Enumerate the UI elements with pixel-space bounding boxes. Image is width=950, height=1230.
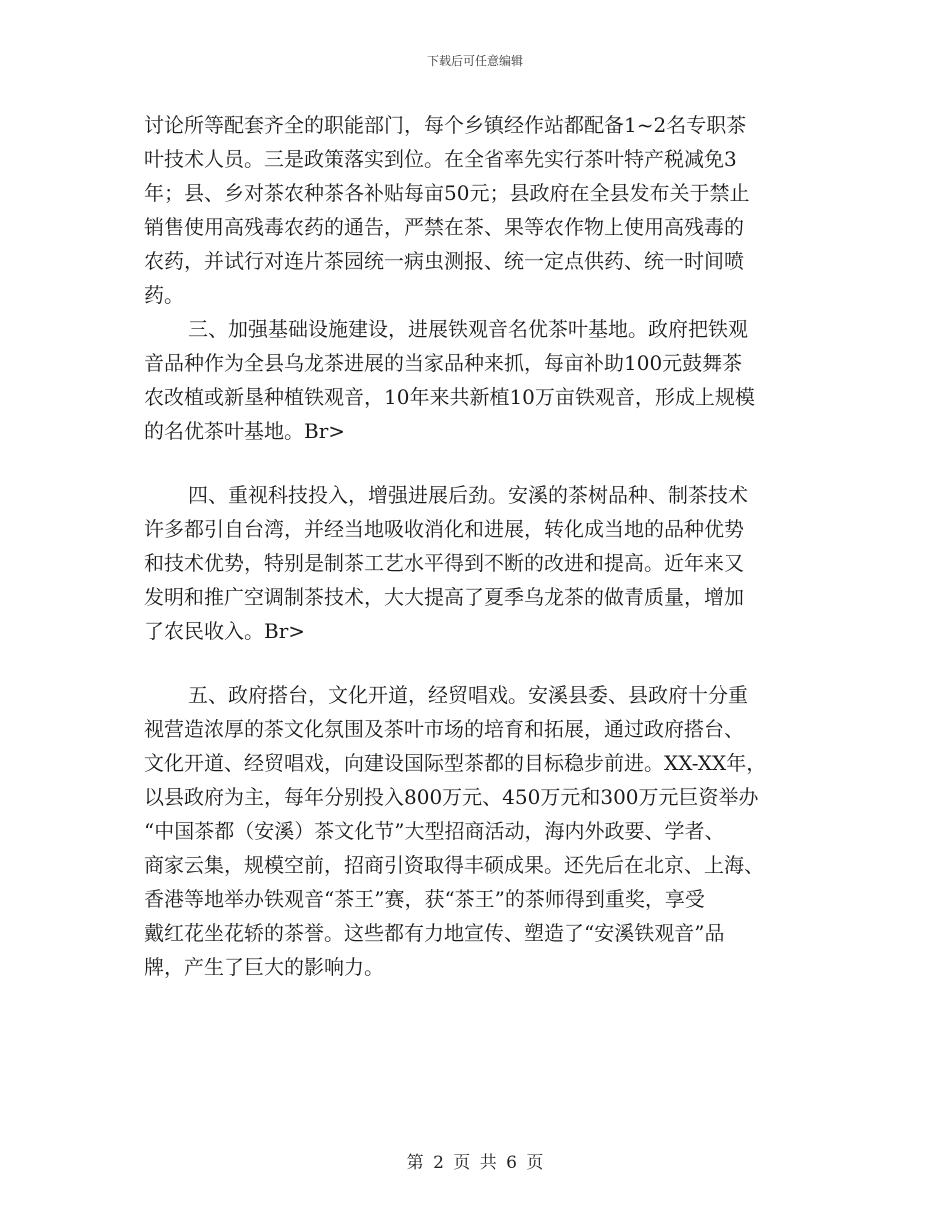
text-line: 年；县、乡对茶农种茶各补贴每亩50元；县政府在全县发布关于禁止 [144, 181, 750, 205]
text-line: 商家云集，规模空前，招商引资取得丰硕成果。还先后在北京、上海、 [144, 853, 764, 877]
paragraph-gap [144, 448, 808, 478]
text-line: 农改植或新垦种植铁观音，10年来共新植10万亩铁观音，形成上规模 [144, 385, 755, 409]
paragraph-gap [144, 648, 808, 678]
text-line: 药。 [144, 283, 184, 307]
text-line: 香港等地举办铁观音“茶王”赛，获“茶王”的茶师得到重奖，享受 [144, 887, 705, 911]
text-line: 五、政府搭台，文化开道，经贸唱戏。安溪县委、县政府十分重 [188, 683, 748, 707]
text-line: 文化开道、经贸唱戏，向建设国际型茶都的目标稳步前进。XX-XX年， [144, 751, 767, 775]
paragraph-infrastructure [144, 312, 808, 448]
paragraph-technology [144, 478, 808, 648]
text-line: “中国茶都（安溪）茶文化节”大型招商活动，海内外政要、学者、 [144, 819, 725, 843]
page-number-footer: 第 2 页 共 6 页 [406, 1153, 544, 1173]
text-line: 视营造浓厚的茶文化氛围及茶叶市场的培育和拓展，通过政府搭台、 [144, 717, 744, 741]
text-line: 和技术优势，特别是制茶工艺水平得到不断的改进和提高。近年来又 [144, 551, 744, 575]
text-line: 农药，并试行对连片茶园统一病虫测报、统一定点供药、统一时间喷 [144, 249, 744, 273]
page-header-note: 下载后可任意编辑 [426, 54, 523, 68]
text-line: 销售使用高残毒农药的通告，严禁在茶、果等农作物上使用高残毒的 [144, 215, 744, 239]
text-line: 三、加强基础设施建设，进展铁观音名优茶叶基地。政府把铁观 [188, 317, 748, 341]
text-line: 许多都引自台湾，并经当地吸收消化和进展，转化成当地的品种优势 [144, 517, 744, 541]
paragraph-policy [144, 108, 808, 312]
paragraph-culture [144, 678, 808, 984]
text-line: 戴红花坐花轿的茶誉。这些都有力地宣传、塑造了“安溪铁观音”品 [144, 921, 725, 945]
text-line: 牌，产生了巨大的影响力。 [144, 955, 384, 979]
document-body [144, 108, 808, 984]
text-line: 讨论所等配套齐全的职能部门，每个乡镇经作站都配备1~2名专职茶 [144, 113, 747, 137]
text-line: 音品种作为全县乌龙茶进展的当家品种来抓，每亩补助100元鼓舞茶 [144, 351, 743, 375]
text-line: 发明和推广空调制茶技术，大大提高了夏季乌龙茶的做青质量，增加 [144, 585, 744, 609]
text-line: 以县政府为主，每年分别投入800万元、450万元和300万元巨资举办 [144, 785, 759, 809]
text-line: 了农民收入。Br> [144, 619, 306, 643]
text-line: 的名优茶叶基地。Br> [144, 419, 346, 443]
text-line: 四、重视科技投入，增强进展后劲。安溪的茶树品种、制茶技术 [188, 483, 748, 507]
text-line: 叶技术人员。三是政策落实到位。在全省率先实行茶叶特产税减免3 [144, 147, 737, 171]
